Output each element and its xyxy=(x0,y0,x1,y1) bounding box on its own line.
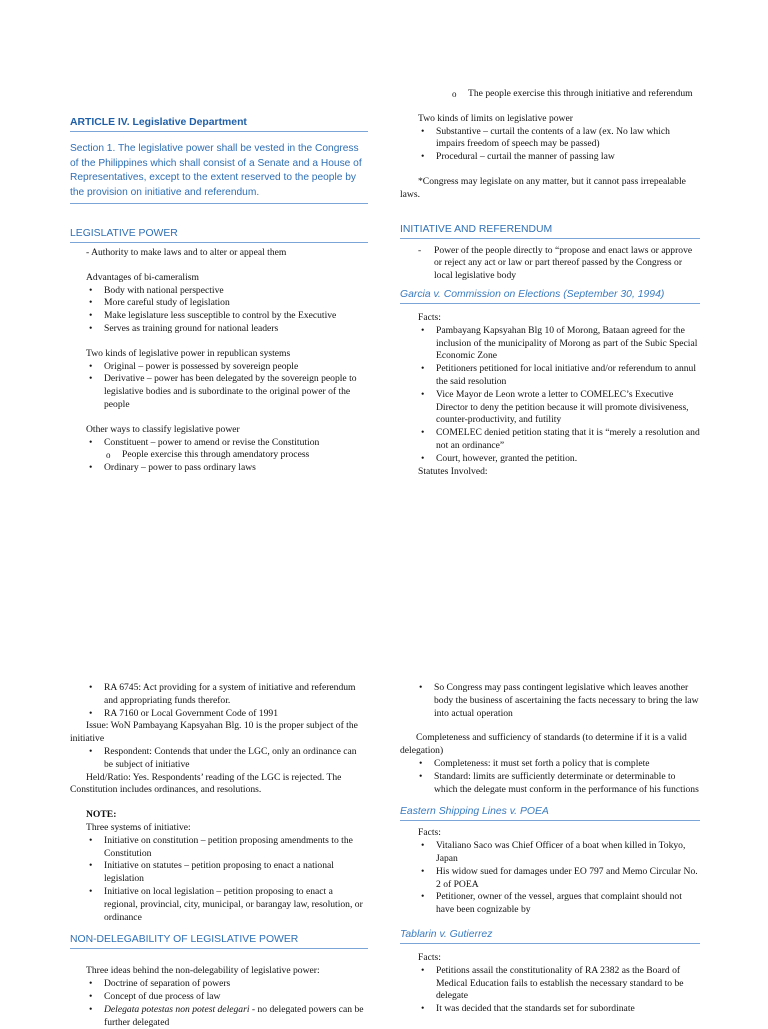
facts-label: Facts: xyxy=(418,951,441,963)
list-item: • More careful study of legislation xyxy=(86,297,368,310)
list-item: • Make legislature less susceptible to control by the Executive xyxy=(86,310,368,323)
contingent-item: • So Congress may pass contingent legislative which leaves another body the business of ascertaining the facts necessary to bring the law into actual operation xyxy=(416,682,700,720)
held-text: Held/Ratio: Yes. Respondents’ reading of the LGC is rejected. The Constitution includes ordinances, and resolutions. xyxy=(70,771,342,796)
irrepealable-note: *Congress may legislate on any matter, but it cannot pass irrepealable laws. xyxy=(400,175,686,200)
case-title-garcia: Garcia v. Commission on Elections (September 30, 1994) xyxy=(400,289,700,304)
right-column-bottom xyxy=(400,682,700,1016)
list-item: • Court, however, granted the petition. xyxy=(418,453,700,466)
list-item: • Doctrine of separation of powers xyxy=(86,978,368,991)
ra-list xyxy=(70,682,368,720)
facts-list xyxy=(418,325,700,466)
initiative-referendum-heading: INITIATIVE AND REFERENDUM xyxy=(400,224,700,239)
list-item: • Serves as training ground for national leaders xyxy=(86,323,368,336)
completeness-list xyxy=(400,758,700,796)
facts-label: Facts: xyxy=(418,311,441,323)
facts-list xyxy=(418,965,700,1016)
statutes-label: Statutes Involved: xyxy=(418,465,488,477)
kinds-list xyxy=(86,361,368,412)
latin-maxim-rest: - no delegated powers can be further delegated xyxy=(104,1003,364,1028)
list-item: • Petitions assail the constitutionality of RA 2382 as the Board of Medical Education fails to establish the necessary standard to be delegate xyxy=(418,965,700,1003)
other-ways-list xyxy=(86,437,368,475)
list-item: • COMELEC denied petition stating that it is “merely a resolution and not an ordinance” xyxy=(418,427,700,453)
list-item: • RA 7160 or Local Government Code of 1991 xyxy=(86,708,368,721)
list-item: • His widow sued for damages under EO 797 and Memo Circular No. 2 of POEA xyxy=(418,866,700,892)
note-label: NOTE: xyxy=(86,809,117,821)
list-item xyxy=(86,1004,368,1029)
non-delegability-heading: NON-DELEGABILITY OF LEGISLATIVE POWER xyxy=(70,934,368,949)
list-item: • Completeness: it must set forth a policy that is complete xyxy=(416,758,700,771)
kinds-title: Two kinds of legislative power in republican systems xyxy=(86,347,291,359)
limits-title: Two kinds of limits on legislative power xyxy=(418,112,573,124)
list-item: • Original – power is possessed by sovereign people xyxy=(86,361,368,374)
list-item: • Substantive – curtail the contents of a law (ex. No law which impairs freedom of speech may be passed) xyxy=(418,126,700,152)
list-item: • Procedural – curtail the manner of passing law xyxy=(418,151,700,164)
limits-list xyxy=(418,126,700,164)
case-title-tablarin: Tablarin v. Gutierrez xyxy=(400,929,700,944)
three-systems-list xyxy=(86,835,368,925)
case-title-eastern-shipping: Eastern Shipping Lines v. POEA xyxy=(400,806,700,821)
list-item: • Vitaliano Saco was Chief Officer of a boat when killed in Tokyo, Japan xyxy=(418,840,700,866)
latin-maxim: Delegata potestas non potest delegari xyxy=(104,1003,250,1015)
facts-list xyxy=(418,840,700,917)
list-item: • Ordinary – power to pass ordinary laws xyxy=(86,462,368,475)
list-item: • Constituent – power to amend or revise the Constitution xyxy=(86,437,368,450)
sub-list-item: o The people exercise this through initiative and referendum xyxy=(450,88,700,101)
list-item: • Body with national perspective xyxy=(86,285,368,298)
left-column-bottom xyxy=(70,682,368,1029)
sub-list-item: o People exercise this through amendatory process xyxy=(104,449,368,462)
list-item: • Initiative on statutes – petition proposing to enact a national legislation xyxy=(86,860,368,886)
ideas-title: Three ideas behind the non-delegability of legislative power: xyxy=(86,965,320,977)
list-item: • Vice Mayor de Leon wrote a letter to COMELEC’s Executive Director to deny the petition because it will promote divisiveness, counter-productivity, and futility xyxy=(418,389,700,427)
advantages-list xyxy=(86,285,368,336)
other-ways-title: Other ways to classify legislative power xyxy=(86,423,240,435)
list-item: • Concept of due process of law xyxy=(86,991,368,1004)
completeness-title: Completeness and sufficiency of standards (to determine if it is a valid delegation) xyxy=(400,732,687,757)
list-item: • It was decided that the standards set for subordinate xyxy=(418,1003,700,1016)
respondent-item: • Respondent: Contends that under the LGC, only an ordinance can be subject of initiative xyxy=(86,746,368,772)
right-column-top xyxy=(400,88,700,478)
bottom-page xyxy=(0,668,768,1028)
initiative-definition: - Power of the people directly to “propose and enact laws or approve or reject any act or law or part thereof passed by the Congress or local legislative body xyxy=(416,245,700,283)
issue-text: Issue: WoN Pambayang Kapsyahan Blg. 10 is the proper subject of the initiative xyxy=(70,720,358,745)
legislative-power-heading: LEGISLATIVE POWER xyxy=(70,228,368,243)
advantages-title: Advantages of bi-cameralism xyxy=(86,271,199,283)
list-item: • Standard: limits are sufficiently determinate or determinable to which the delegate must conform in the performance of his functions xyxy=(416,771,700,797)
left-column-top xyxy=(70,117,368,475)
sub-list-container xyxy=(86,449,368,462)
section-1-text: Section 1. The legislative power shall be vested in the Congress of the Philippines which shall consist of a Senate and a House of Representatives, except to the extent reserved to the people by the provision on initiative and referendum. xyxy=(70,142,368,204)
list-item: • Petitioners petitioned for local initiative and/or referendum to annul the said resolution xyxy=(418,363,700,389)
list-item: • Pambayang Kapsyahan Blg 10 of Morong, Bataan agreed for the inclusion of the municipality of Morong as part of the Subic Special Economic Zone xyxy=(418,325,700,363)
article-title: ARTICLE IV. Legislative Department xyxy=(70,117,368,132)
list-item: • Petitioner, owner of the vessel, argues that complaint should not have been cognizable by xyxy=(418,891,700,917)
list-item: • RA 6745: Act providing for a system of initiative and referendum and appropriating funds therefor. xyxy=(86,682,368,708)
three-systems-title: Three systems of initiative: xyxy=(86,821,191,833)
legislative-power-definition: - Authority to make laws and to alter or appeal them xyxy=(86,247,287,258)
list-item: • Initiative on local legislation – petition proposing to enact a regional, provincial, city, municipal, or barangay law, resolution, or ordinance xyxy=(86,886,368,924)
list-item: • Initiative on constitution – petition proposing amendments to the Constitution xyxy=(86,835,368,861)
list-item: • Derivative – power has been delegated by the sovereign people to legislative bodies and is subordinate to the original power of the people xyxy=(86,373,368,411)
facts-label: Facts: xyxy=(418,827,441,839)
ideas-list xyxy=(86,978,368,1029)
